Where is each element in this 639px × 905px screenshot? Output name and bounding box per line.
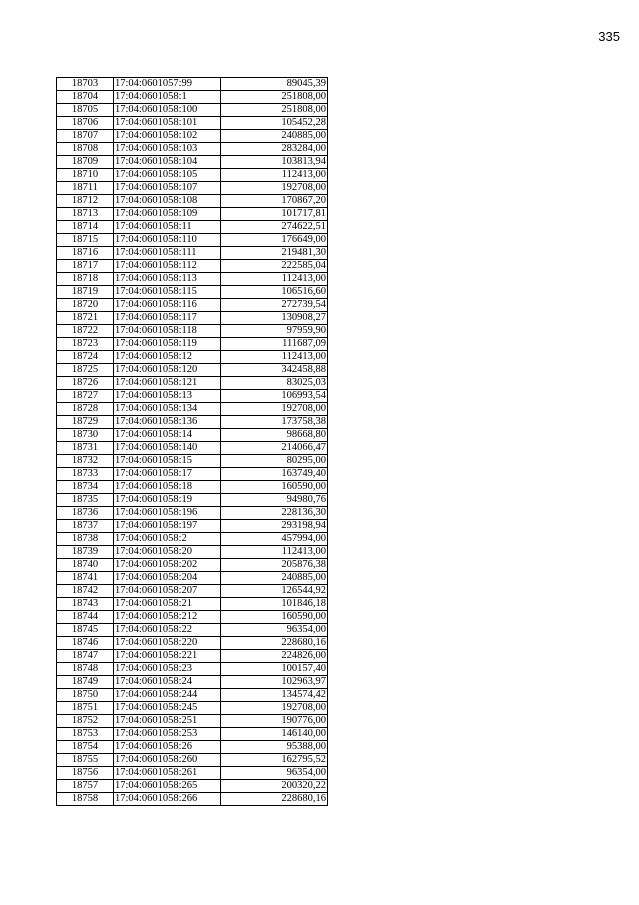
row-number-cell: 18749 <box>57 676 114 689</box>
cadastral-number-cell: 17:04:0601058:266 <box>114 793 221 806</box>
cadastral-number-cell: 17:04:0601058:15 <box>114 455 221 468</box>
value-cell: 146140,00 <box>221 728 328 741</box>
row-number-cell: 18705 <box>57 104 114 117</box>
table-row <box>57 312 328 325</box>
value-cell: 283284,00 <box>221 143 328 156</box>
row-number-cell: 18746 <box>57 637 114 650</box>
value-cell: 98668,80 <box>221 429 328 442</box>
value-cell: 95388,00 <box>221 741 328 754</box>
row-number-cell: 18724 <box>57 351 114 364</box>
row-number-cell: 18741 <box>57 572 114 585</box>
row-number-cell: 18757 <box>57 780 114 793</box>
row-number-cell: 18747 <box>57 650 114 663</box>
cadastral-number-cell: 17:04:0601058:2 <box>114 533 221 546</box>
table-row <box>57 429 328 442</box>
cadastral-number-cell: 17:04:0601058:105 <box>114 169 221 182</box>
row-number-cell: 18753 <box>57 728 114 741</box>
row-number-cell: 18709 <box>57 156 114 169</box>
value-cell: 112413,00 <box>221 273 328 286</box>
row-number-cell: 18744 <box>57 611 114 624</box>
row-number-cell: 18738 <box>57 533 114 546</box>
cadastral-number-cell: 17:04:0601058:17 <box>114 468 221 481</box>
value-cell: 192708,00 <box>221 403 328 416</box>
table-row <box>57 91 328 104</box>
table-row <box>57 416 328 429</box>
cadastral-number-cell: 17:04:0601058:110 <box>114 234 221 247</box>
value-cell: 83025,03 <box>221 377 328 390</box>
cadastral-number-cell: 17:04:0601058:21 <box>114 598 221 611</box>
row-number-cell: 18719 <box>57 286 114 299</box>
cadastral-number-cell: 17:04:0601058:134 <box>114 403 221 416</box>
row-number-cell: 18715 <box>57 234 114 247</box>
table-row <box>57 338 328 351</box>
row-number-cell: 18732 <box>57 455 114 468</box>
table-row <box>57 234 328 247</box>
table-row <box>57 195 328 208</box>
cadastral-number-cell: 17:04:0601058:244 <box>114 689 221 702</box>
row-number-cell: 18723 <box>57 338 114 351</box>
cadastral-number-cell: 17:04:0601058:245 <box>114 702 221 715</box>
row-number-cell: 18721 <box>57 312 114 325</box>
table-row <box>57 273 328 286</box>
value-cell: 160590,00 <box>221 611 328 624</box>
cadastral-number-cell: 17:04:0601058:117 <box>114 312 221 325</box>
cadastral-number-cell: 17:04:0601058:253 <box>114 728 221 741</box>
row-number-cell: 18754 <box>57 741 114 754</box>
value-cell: 170867,20 <box>221 195 328 208</box>
table-row <box>57 494 328 507</box>
value-cell: 106993,54 <box>221 390 328 403</box>
value-cell: 106516,60 <box>221 286 328 299</box>
cadastral-number-cell: 17:04:0601058:118 <box>114 325 221 338</box>
cadastral-number-cell: 17:04:0601058:108 <box>114 195 221 208</box>
row-number-cell: 18718 <box>57 273 114 286</box>
cadastral-number-cell: 17:04:0601058:115 <box>114 286 221 299</box>
row-number-cell: 18751 <box>57 702 114 715</box>
row-number-cell: 18734 <box>57 481 114 494</box>
row-number-cell: 18756 <box>57 767 114 780</box>
value-cell: 240885,00 <box>221 572 328 585</box>
cadastral-number-cell: 17:04:0601058:265 <box>114 780 221 793</box>
value-cell: 192708,00 <box>221 702 328 715</box>
page-number: 335 <box>598 29 620 44</box>
table-row <box>57 572 328 585</box>
value-cell: 251808,00 <box>221 104 328 117</box>
row-number-cell: 18712 <box>57 195 114 208</box>
row-number-cell: 18703 <box>57 78 114 91</box>
row-number-cell: 18730 <box>57 429 114 442</box>
table-row <box>57 390 328 403</box>
value-cell: 219481,30 <box>221 247 328 260</box>
table-row <box>57 780 328 793</box>
table-row <box>57 728 328 741</box>
table-row <box>57 585 328 598</box>
row-number-cell: 18742 <box>57 585 114 598</box>
table-row <box>57 156 328 169</box>
table-row <box>57 546 328 559</box>
table-row <box>57 676 328 689</box>
table-row <box>57 143 328 156</box>
value-cell: 96354,00 <box>221 624 328 637</box>
value-cell: 130908,27 <box>221 312 328 325</box>
value-cell: 96354,00 <box>221 767 328 780</box>
value-cell: 100157,40 <box>221 663 328 676</box>
value-cell: 224826,00 <box>221 650 328 663</box>
value-cell: 101846,18 <box>221 598 328 611</box>
row-number-cell: 18720 <box>57 299 114 312</box>
cadastral-number-cell: 17:04:0601058:261 <box>114 767 221 780</box>
table-row <box>57 650 328 663</box>
table-row <box>57 637 328 650</box>
value-cell: 103813,94 <box>221 156 328 169</box>
row-number-cell: 18708 <box>57 143 114 156</box>
table-row <box>57 455 328 468</box>
table-row <box>57 624 328 637</box>
value-cell: 251808,00 <box>221 91 328 104</box>
value-cell: 94980,76 <box>221 494 328 507</box>
cadastral-number-cell: 17:04:0601058:1 <box>114 91 221 104</box>
row-number-cell: 18743 <box>57 598 114 611</box>
table-row <box>57 117 328 130</box>
table-row <box>57 533 328 546</box>
value-cell: 126544,92 <box>221 585 328 598</box>
table-row <box>57 520 328 533</box>
value-cell: 228680,16 <box>221 637 328 650</box>
row-number-cell: 18726 <box>57 377 114 390</box>
table-row <box>57 182 328 195</box>
cadastral-number-cell: 17:04:0601058:109 <box>114 208 221 221</box>
value-cell: 163749,40 <box>221 468 328 481</box>
row-number-cell: 18729 <box>57 416 114 429</box>
table-row <box>57 403 328 416</box>
value-cell: 97959,90 <box>221 325 328 338</box>
table-row <box>57 260 328 273</box>
table-row <box>57 247 328 260</box>
row-number-cell: 18717 <box>57 260 114 273</box>
cadastral-number-cell: 17:04:0601058:103 <box>114 143 221 156</box>
cadastral-number-cell: 17:04:0601058:14 <box>114 429 221 442</box>
cadastral-number-cell: 17:04:0601058:113 <box>114 273 221 286</box>
table-row <box>57 299 328 312</box>
row-number-cell: 18731 <box>57 442 114 455</box>
value-cell: 112413,00 <box>221 546 328 559</box>
cadastral-number-cell: 17:04:0601058:22 <box>114 624 221 637</box>
table-row <box>57 364 328 377</box>
table-row <box>57 104 328 117</box>
table-row <box>57 689 328 702</box>
row-number-cell: 18727 <box>57 390 114 403</box>
value-cell: 205876,38 <box>221 559 328 572</box>
cadastral-number-cell: 17:04:0601058:260 <box>114 754 221 767</box>
cadastral-number-cell: 17:04:0601058:26 <box>114 741 221 754</box>
row-number-cell: 18750 <box>57 689 114 702</box>
table-row <box>57 325 328 338</box>
value-cell: 173758,38 <box>221 416 328 429</box>
cadastral-number-cell: 17:04:0601058:13 <box>114 390 221 403</box>
cadastral-number-cell: 17:04:0601058:18 <box>114 481 221 494</box>
cadastral-number-cell: 17:04:0601058:207 <box>114 585 221 598</box>
value-cell: 80295,00 <box>221 455 328 468</box>
cadastral-number-cell: 17:04:0601058:23 <box>114 663 221 676</box>
table-row <box>57 702 328 715</box>
table-row <box>57 351 328 364</box>
row-number-cell: 18704 <box>57 91 114 104</box>
row-number-cell: 18711 <box>57 182 114 195</box>
value-cell: 240885,00 <box>221 130 328 143</box>
table-row <box>57 169 328 182</box>
table-row <box>57 481 328 494</box>
row-number-cell: 18728 <box>57 403 114 416</box>
cadastral-number-cell: 17:04:0601058:20 <box>114 546 221 559</box>
cadastral-number-cell: 17:04:0601058:104 <box>114 156 221 169</box>
cadastral-number-cell: 17:04:0601058:140 <box>114 442 221 455</box>
cadastral-number-cell: 17:04:0601058:136 <box>114 416 221 429</box>
table-row <box>57 130 328 143</box>
cadastral-number-cell: 17:04:0601058:119 <box>114 338 221 351</box>
value-cell: 162795,52 <box>221 754 328 767</box>
cadastral-number-cell: 17:04:0601058:11 <box>114 221 221 234</box>
row-number-cell: 18716 <box>57 247 114 260</box>
cadastral-number-cell: 17:04:0601058:101 <box>114 117 221 130</box>
value-cell: 176649,00 <box>221 234 328 247</box>
value-cell: 200320,22 <box>221 780 328 793</box>
cadastral-number-cell: 17:04:0601058:116 <box>114 299 221 312</box>
cadastral-number-cell: 17:04:0601058:212 <box>114 611 221 624</box>
row-number-cell: 18737 <box>57 520 114 533</box>
value-cell: 134574,42 <box>221 689 328 702</box>
cadastral-value-table <box>56 77 328 806</box>
row-number-cell: 18758 <box>57 793 114 806</box>
table-row <box>57 754 328 767</box>
cadastral-number-cell: 17:04:0601058:202 <box>114 559 221 572</box>
table-row <box>57 559 328 572</box>
row-number-cell: 18714 <box>57 221 114 234</box>
table-row <box>57 208 328 221</box>
table-row <box>57 507 328 520</box>
cadastral-number-cell: 17:04:0601058:220 <box>114 637 221 650</box>
cadastral-number-cell: 17:04:0601058:251 <box>114 715 221 728</box>
row-number-cell: 18735 <box>57 494 114 507</box>
cadastral-number-cell: 17:04:0601058:196 <box>114 507 221 520</box>
value-cell: 228680,16 <box>221 793 328 806</box>
row-number-cell: 18740 <box>57 559 114 572</box>
table-body <box>57 78 328 806</box>
value-cell: 102963,97 <box>221 676 328 689</box>
table-row <box>57 793 328 806</box>
value-cell: 228136,30 <box>221 507 328 520</box>
row-number-cell: 18733 <box>57 468 114 481</box>
value-cell: 192708,00 <box>221 182 328 195</box>
cadastral-number-cell: 17:04:0601058:107 <box>114 182 221 195</box>
table-row <box>57 598 328 611</box>
cadastral-number-cell: 17:04:0601058:112 <box>114 260 221 273</box>
row-number-cell: 18755 <box>57 754 114 767</box>
cadastral-number-cell: 17:04:0601058:19 <box>114 494 221 507</box>
table-row <box>57 741 328 754</box>
value-cell: 274622,51 <box>221 221 328 234</box>
cadastral-number-cell: 17:04:0601058:204 <box>114 572 221 585</box>
cadastral-number-cell: 17:04:0601058:24 <box>114 676 221 689</box>
table-row <box>57 611 328 624</box>
table-row <box>57 442 328 455</box>
row-number-cell: 18752 <box>57 715 114 728</box>
value-cell: 112413,00 <box>221 351 328 364</box>
value-cell: 111687,09 <box>221 338 328 351</box>
row-number-cell: 18713 <box>57 208 114 221</box>
cadastral-number-cell: 17:04:0601058:100 <box>114 104 221 117</box>
value-cell: 190776,00 <box>221 715 328 728</box>
table-row <box>57 767 328 780</box>
table-row <box>57 715 328 728</box>
table-row <box>57 286 328 299</box>
value-cell: 272739,54 <box>221 299 328 312</box>
cadastral-number-cell: 17:04:0601058:121 <box>114 377 221 390</box>
row-number-cell: 18739 <box>57 546 114 559</box>
value-cell: 342458,88 <box>221 364 328 377</box>
table-row <box>57 377 328 390</box>
value-cell: 105452,28 <box>221 117 328 130</box>
value-cell: 160590,00 <box>221 481 328 494</box>
cadastral-number-cell: 17:04:0601058:111 <box>114 247 221 260</box>
row-number-cell: 18745 <box>57 624 114 637</box>
row-number-cell: 18722 <box>57 325 114 338</box>
table-row <box>57 78 328 91</box>
value-cell: 89045,39 <box>221 78 328 91</box>
value-cell: 293198,94 <box>221 520 328 533</box>
row-number-cell: 18706 <box>57 117 114 130</box>
value-cell: 112413,00 <box>221 169 328 182</box>
cadastral-number-cell: 17:04:0601058:102 <box>114 130 221 143</box>
cadastral-number-cell: 17:04:0601057:99 <box>114 78 221 91</box>
table-row <box>57 221 328 234</box>
row-number-cell: 18725 <box>57 364 114 377</box>
value-cell: 222585,04 <box>221 260 328 273</box>
cadastral-number-cell: 17:04:0601058:197 <box>114 520 221 533</box>
row-number-cell: 18710 <box>57 169 114 182</box>
value-cell: 457994,00 <box>221 533 328 546</box>
row-number-cell: 18707 <box>57 130 114 143</box>
value-cell: 214066,47 <box>221 442 328 455</box>
cadastral-number-cell: 17:04:0601058:120 <box>114 364 221 377</box>
cadastral-number-cell: 17:04:0601058:12 <box>114 351 221 364</box>
value-cell: 101717,81 <box>221 208 328 221</box>
row-number-cell: 18736 <box>57 507 114 520</box>
row-number-cell: 18748 <box>57 663 114 676</box>
table-row <box>57 468 328 481</box>
table-row <box>57 663 328 676</box>
cadastral-number-cell: 17:04:0601058:221 <box>114 650 221 663</box>
